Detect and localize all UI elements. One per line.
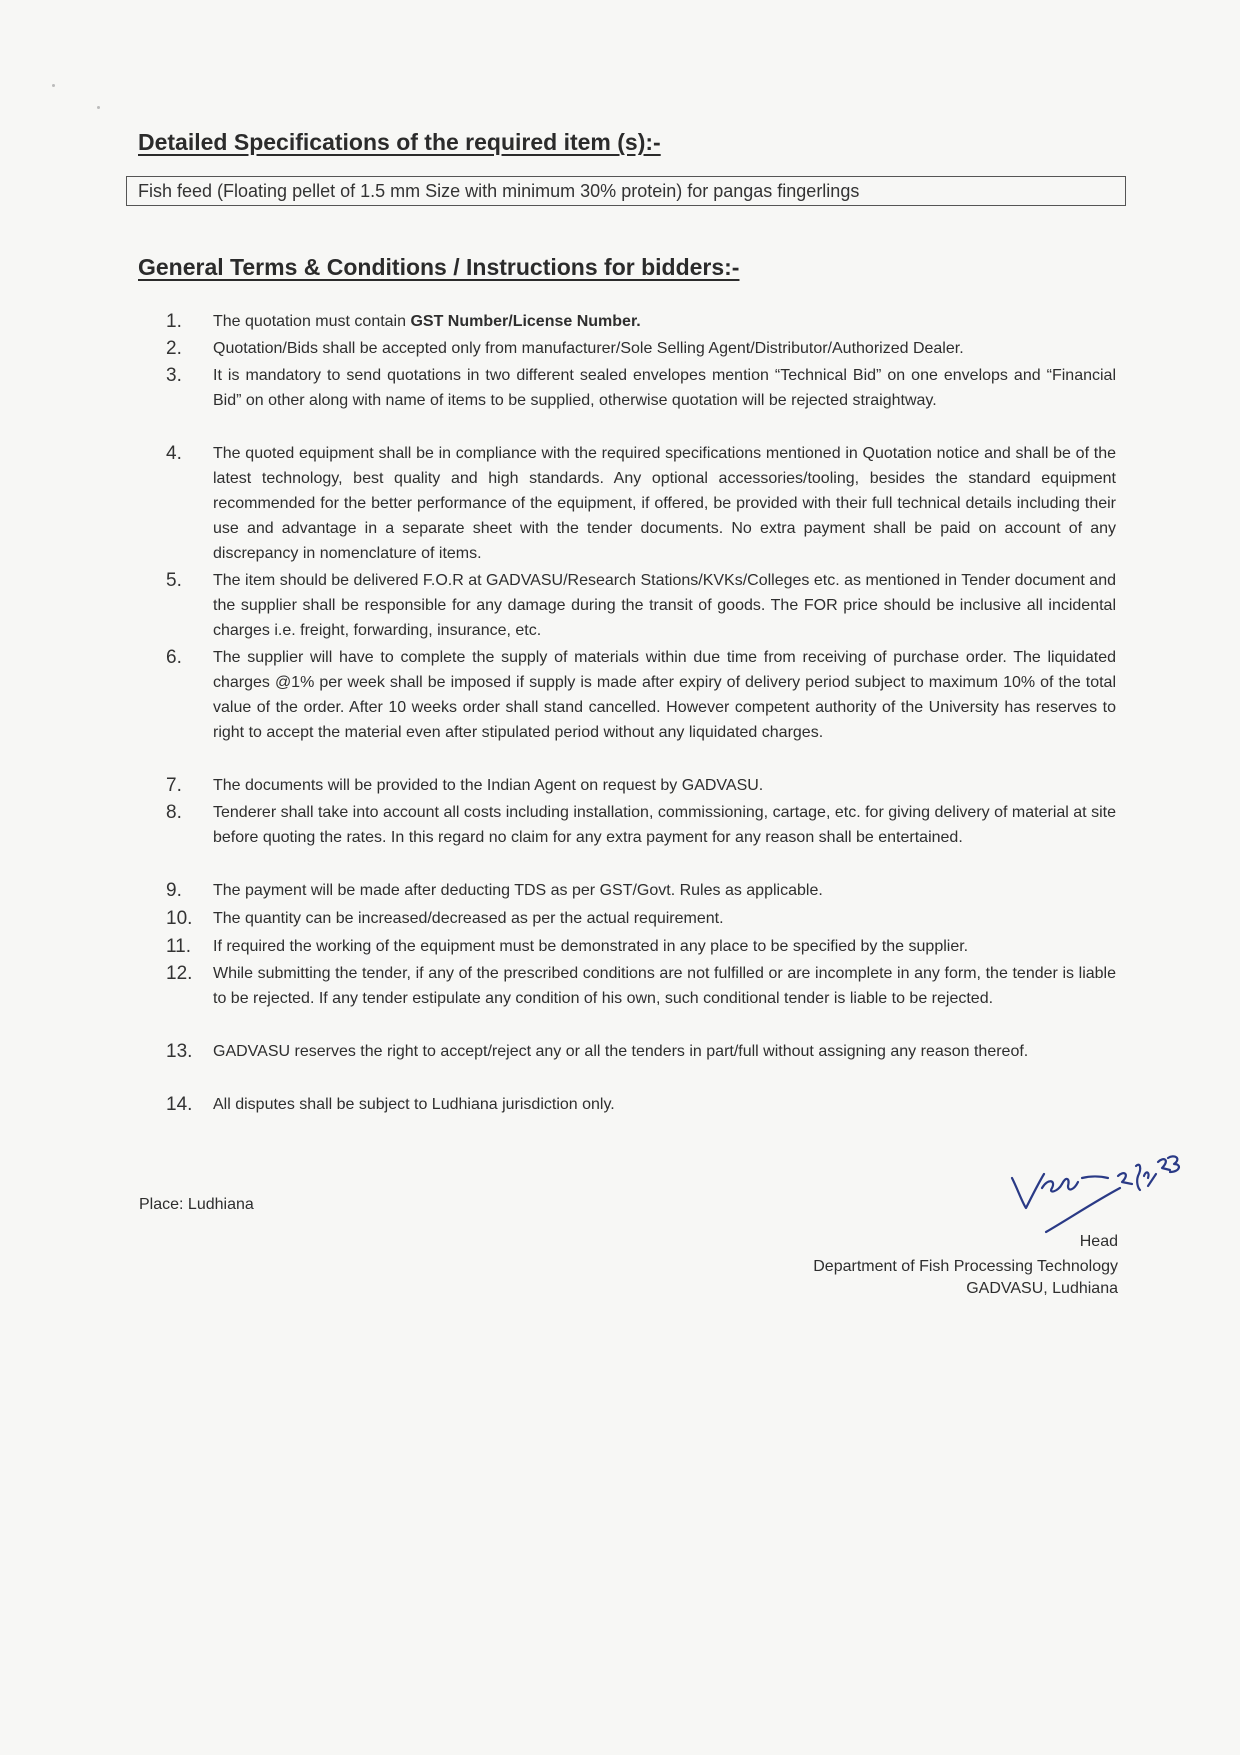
term-number: 12. [166, 963, 193, 984]
department-name: Department of Fish Processing Technology [813, 1258, 1118, 1275]
term-item [166, 1039, 1116, 1064]
terms-heading: General Terms & Conditions / Instructions for bidders:- [138, 254, 740, 280]
term-number: 4. [166, 443, 182, 464]
term-item [166, 441, 1116, 566]
term-text: All disputes shall be subject to Ludhiana jurisdiction only. [213, 1096, 615, 1113]
scan-speck [97, 106, 100, 109]
spec-item-text: Fish feed (Floating pellet of 1.5 mm Size with minimum 30% protein) for pangas fingerlings [138, 181, 860, 201]
spec-item-box [126, 176, 1126, 206]
term-text: The quotation must contain GST Number/License Number. [213, 313, 641, 330]
head-label: Head [1079, 1233, 1118, 1250]
term-item [166, 645, 1116, 745]
term-text: If required the working of the equipment must be demonstrated in any place to be specified by the supplier. [213, 938, 969, 955]
term-text: GADVASU reserves the right to accept/reject any or all the tenders in part/full without assigning any reason thereof. [213, 1043, 1029, 1060]
term-item [166, 800, 1116, 850]
term-number: 14. [166, 1094, 193, 1115]
term-number: 11. [166, 936, 192, 957]
term-item [166, 568, 1116, 643]
term-number: 8. [166, 802, 182, 823]
term-text: It is mandatory to send quotations in two different sealed envelopes mention “Technical Bid” on one envelops and “Financial Bid” on other along with name of items to be supplied, otherwise quotation will be rejected straightway. [213, 367, 1116, 409]
term-item [166, 336, 1116, 361]
term-item [166, 961, 1116, 1011]
term-text: Tenderer shall take into account all costs including installation, commissioning, cartage, etc. for giving delivery of material at site before quoting the rates. In this regard no claim for any extra payment for any reason shall be entertained. [213, 804, 1116, 846]
term-item [166, 906, 1116, 931]
term-number: 1. [166, 311, 182, 332]
term-item [166, 1092, 1116, 1117]
term-number: 6. [166, 647, 182, 668]
term-text: The item should be delivered F.O.R at GADVASU/Research Stations/KVKs/Colleges etc. as mentioned in Tender document and the supplier shall be responsible for any damage during the transit of goods. The FOR price should be inclusive all incidental charges i.e. freight, forwarding, insurance, etc. [213, 572, 1116, 639]
term-number: 5. [166, 570, 182, 591]
signature-block [730, 1148, 1122, 1298]
term-number: 9. [166, 880, 182, 901]
term-number: 13. [166, 1041, 193, 1062]
term-number: 10. [166, 908, 193, 929]
term-text: While submitting the tender, if any of the prescribed conditions are not fulfilled or are incomplete in any form, the tender is liable to be rejected. If any tender estipulate any condition of his own, such conditional tender is liable to be rejected. [213, 965, 1116, 1007]
term-text: Quotation/Bids shall be accepted only from manufacturer/Sole Selling Agent/Distributor/Authorized Dealer. [213, 340, 964, 357]
term-item [166, 773, 1116, 798]
place-label: Place: Ludhiana [139, 1196, 254, 1213]
term-number: 3. [166, 365, 182, 386]
term-text: The quantity can be increased/decreased as per the actual requirement. [213, 910, 724, 927]
specs-heading: Detailed Specifications of the required item (s):- [138, 129, 661, 155]
handwritten-signature [1010, 1148, 1185, 1238]
term-item [166, 309, 1116, 334]
term-bold-text: GST Number/License Number. [410, 313, 641, 330]
term-text: The supplier will have to complete the supply of materials within due time from receiving of purchase order. The liquidated charges @1% per week shall be imposed if supply is made after expiry of delivery period subject to maximum 10% of the total value of the order. After 10 weeks order shall stand cancelled. However competent authority of the University has reserves to right to accept the material even after stipulated period without any liquidated charges. [213, 649, 1116, 741]
institution-name: GADVASU, Ludhiana [966, 1280, 1118, 1297]
term-text: The quoted equipment shall be in compliance with the required specifications mentioned in Quotation notice and shall be of the latest technology, best quality and high standards. Any optional accessories/tooling, besides the standard equipment recommended for the better performance of the equipment, if offered, be provided with their full technical details including their use and advantage in a separate sheet with the tender documents. No extra payment shall be paid on account of any discrepancy in nomenclature of items. [213, 445, 1116, 562]
scan-speck [52, 84, 55, 87]
term-text: The payment will be made after deducting TDS as per GST/Govt. Rules as applicable. [213, 882, 823, 899]
department-address [813, 1256, 1118, 1300]
term-item [166, 878, 1116, 903]
term-item [166, 934, 1116, 959]
term-text: The documents will be provided to the Indian Agent on request by GADVASU. [213, 777, 764, 794]
term-item [166, 363, 1116, 413]
term-number: 2. [166, 338, 182, 359]
term-number: 7. [166, 775, 182, 796]
